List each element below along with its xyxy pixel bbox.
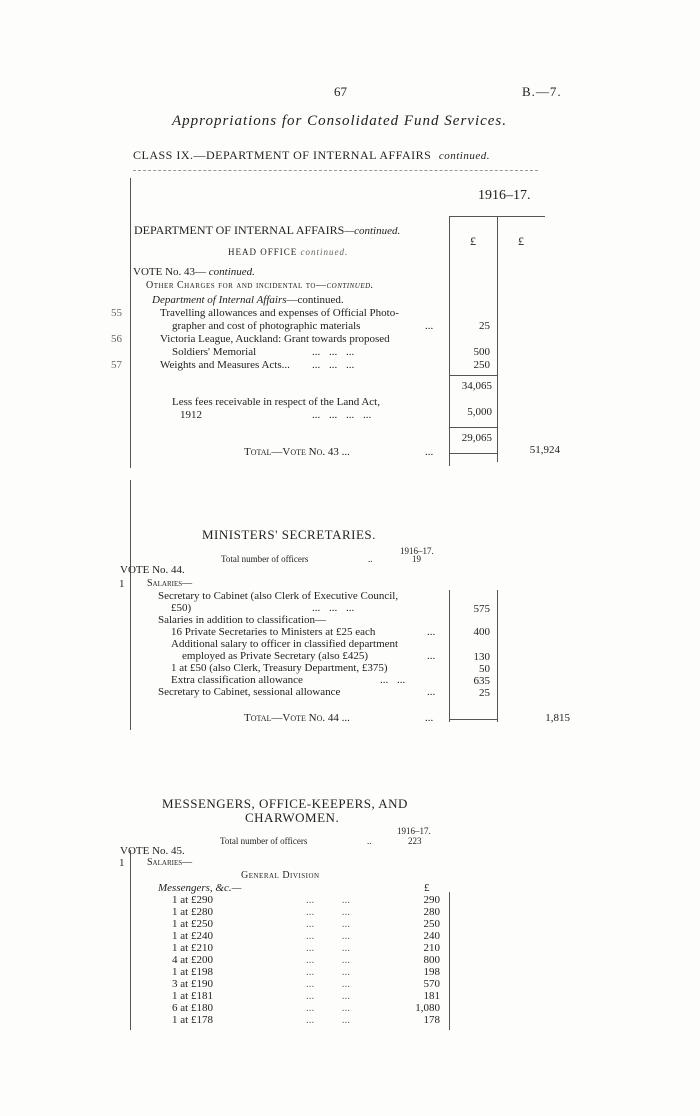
page-ref: B.—7. [522, 84, 562, 99]
vote-45-number: 1 [119, 857, 125, 869]
dept-line [152, 294, 344, 306]
item-amount: 250 [473, 359, 490, 371]
vote-44: VOTE No. 44. [120, 564, 185, 576]
less-amount: 5,000 [467, 406, 492, 418]
vote-44-number: 1 [119, 578, 125, 590]
page-number: 67 [334, 84, 347, 99]
subhead-name: HEAD OFFICE [228, 247, 298, 257]
table-row-amount: 210 [423, 942, 440, 954]
total-rule [450, 719, 497, 720]
total-vote-44-label: Total—Vote No. 44 ... [244, 712, 350, 724]
table-row-label: 1 at £198 [172, 966, 213, 978]
dept-name: DEPARTMENT OF INTERNAL AFFAIRS [134, 223, 345, 237]
table-row-amount: 570 [423, 978, 440, 990]
table-row-amount: 250 [423, 918, 440, 930]
total-dots: ... [425, 712, 434, 724]
salary-dots: ... ... [380, 674, 406, 686]
dept-cont: —continued. [344, 225, 401, 237]
table-row-dots: ... ... [306, 894, 350, 906]
subtotal: 34,065 [461, 380, 492, 392]
table-row-dots: ... ... [306, 942, 350, 954]
table-row-amount: 181 [423, 990, 440, 1002]
ministers-heading: MINISTERS' SECRETARIES. [202, 527, 376, 542]
salary-amount: 130 [473, 651, 490, 663]
other-charges [146, 280, 374, 291]
item-number: 55 [111, 307, 122, 319]
table-row-dots: ... ... [306, 1014, 350, 1026]
group-label: Messengers, &c.— [158, 882, 242, 894]
item-dots: ... ... ... [312, 346, 355, 358]
subhead [228, 247, 348, 257]
vote-label: VOTE No. 43— [133, 266, 207, 278]
salary-line: Salaries in addition to classification— [158, 614, 327, 626]
table-row-amount: 800 [423, 954, 440, 966]
salary-line: 1 at £50 (also Clerk, Treasury Department, £375) [171, 662, 388, 674]
vote-45: VOTE No. 45. [120, 845, 185, 857]
table-row-dots: ... ... [306, 978, 350, 990]
salary-dots: ... ... ... [312, 602, 355, 614]
salary-line: Extra classification allowance [171, 674, 303, 686]
subhead-cont: continued. [300, 247, 349, 257]
divider [133, 170, 538, 171]
officers-label: Total number of officers [220, 836, 308, 846]
salary-amount: 635 [473, 675, 490, 687]
pound-col1: £ [470, 234, 476, 248]
salary-dots: ... [427, 650, 436, 662]
item-number: 56 [111, 333, 122, 345]
salaries-label: Salaries— [147, 578, 193, 589]
table-row-amount: 240 [423, 930, 440, 942]
table-row-label: 1 at £290 [172, 894, 213, 906]
dept-heading [134, 223, 400, 238]
col-rule [449, 892, 450, 1030]
class-heading-cont: continued. [438, 150, 490, 162]
messengers-heading-2: CHARWOMEN. [245, 810, 340, 825]
table-row-amount: 198 [423, 966, 440, 978]
table-row-amount: 290 [423, 894, 440, 906]
table-row-dots: ... ... [306, 990, 350, 1002]
ministers-year: 1916–17. [400, 546, 434, 556]
col-rule [497, 590, 498, 722]
dept-line-cont: —continued. [286, 294, 344, 306]
total-vote-44: 1,815 [545, 712, 570, 724]
table-row-label: 6 at £180 [172, 1002, 213, 1014]
table-row-amount: 178 [423, 1014, 440, 1026]
salary-amount: 50 [479, 663, 490, 675]
salary-line: 16 Private Secretaries to Ministers at £25 each [171, 626, 376, 638]
salary-line: Additional salary to officer in classified department [171, 638, 399, 650]
table-row-label: 4 at £200 [172, 954, 213, 966]
messengers-heading: MESSENGERS, OFFICE-KEEPERS, AND [162, 796, 408, 811]
table-row-dots: ... ... [306, 1002, 350, 1014]
col-rule [497, 216, 498, 462]
sum-rule [450, 427, 497, 428]
item-amount: 500 [473, 346, 490, 358]
item-text: Soldiers' Memorial [172, 346, 257, 358]
sum-rule [450, 375, 497, 376]
vote-43 [133, 266, 255, 278]
officers-dots: .. [367, 836, 372, 846]
officers-count: 223 [408, 836, 422, 846]
class-heading [133, 148, 490, 163]
item-text: Weights and Measures Acts... [160, 359, 290, 371]
less-fees: Less fees receivable in respect of the Land Act, [172, 396, 380, 408]
item-dots: ... ... ... [312, 359, 355, 371]
item-text: grapher and cost of photographic materials [172, 320, 361, 332]
table-row-dots: ... ... [306, 966, 350, 978]
less-dots: ... ... ... ... [312, 409, 372, 421]
salaries-label: Salaries— [147, 857, 193, 868]
salary-line: Secretary to Cabinet (also Clerk of Executive Council, [158, 590, 399, 602]
pound-col: £ [424, 882, 430, 894]
pound-col2: £ [518, 234, 524, 248]
table-row-label: 1 at £250 [172, 918, 213, 930]
salary-dots: ... [427, 626, 436, 638]
messengers-year: 1916–17. [397, 826, 431, 836]
table-row-label: 1 at £181 [172, 990, 213, 1002]
total-vote-43: 51,924 [529, 444, 560, 456]
net-amount: 29,065 [461, 432, 492, 444]
salary-line: £50) [171, 602, 192, 614]
vote-cont: continued. [208, 266, 255, 278]
salary-dots: ... [427, 686, 436, 698]
division-label: General Division [241, 870, 320, 881]
table-row-label: 3 at £190 [172, 978, 213, 990]
table-row-dots: ... ... [306, 918, 350, 930]
year-heading: 1916–17. [478, 188, 531, 203]
table-row-dots: ... ... [306, 930, 350, 942]
other-charges-label: Other Charges for and incidental to— [146, 280, 327, 291]
left-rule [130, 850, 131, 1030]
officers-count: 19 [412, 554, 421, 564]
salary-line: employed as Private Secretary (also £425) [182, 650, 369, 662]
total-rule [450, 453, 497, 454]
salary-amount: 400 [473, 626, 490, 638]
table-row-dots: ... ... [306, 954, 350, 966]
item-text: Victoria League, Auckland: Grant towards proposed [160, 333, 390, 345]
left-rule [130, 178, 131, 468]
dept-line-name: Department of Internal Affairs [152, 294, 287, 306]
table-row-label: 1 at £210 [172, 942, 213, 954]
salary-amount: 575 [473, 603, 490, 615]
table-row-amount: 280 [423, 906, 440, 918]
table-row-amount: 1,080 [415, 1002, 440, 1014]
col-rule [449, 216, 450, 466]
total-dots: ... [425, 446, 434, 458]
less-fees-year: 1912 [180, 409, 202, 421]
table-row-label: 1 at £178 [172, 1014, 213, 1026]
table-row-label: 1 at £280 [172, 906, 213, 918]
page-title: Appropriations for Consolidated Fund Services. [172, 113, 508, 129]
officers-dots: .. [368, 554, 373, 564]
item-amount: 25 [479, 320, 490, 332]
item-dots: ... [425, 320, 434, 332]
salary-line: Secretary to Cabinet, sessional allowance [158, 686, 341, 698]
item-number: 57 [111, 359, 122, 371]
item-text: Travelling allowances and expenses of Official Photo- [160, 307, 399, 319]
table-row-label: 1 at £240 [172, 930, 213, 942]
table-row-dots: ... ... [306, 906, 350, 918]
left-rule [130, 480, 131, 730]
salary-amount: 25 [479, 687, 490, 699]
total-vote-43-label: Total—Vote No. 43 ... [244, 446, 350, 458]
class-heading-main: CLASS IX.—DEPARTMENT OF INTERNAL AFFAIRS [133, 148, 432, 162]
other-charges-cont: continued. [326, 280, 374, 291]
officers-label: Total number of officers [221, 554, 309, 564]
